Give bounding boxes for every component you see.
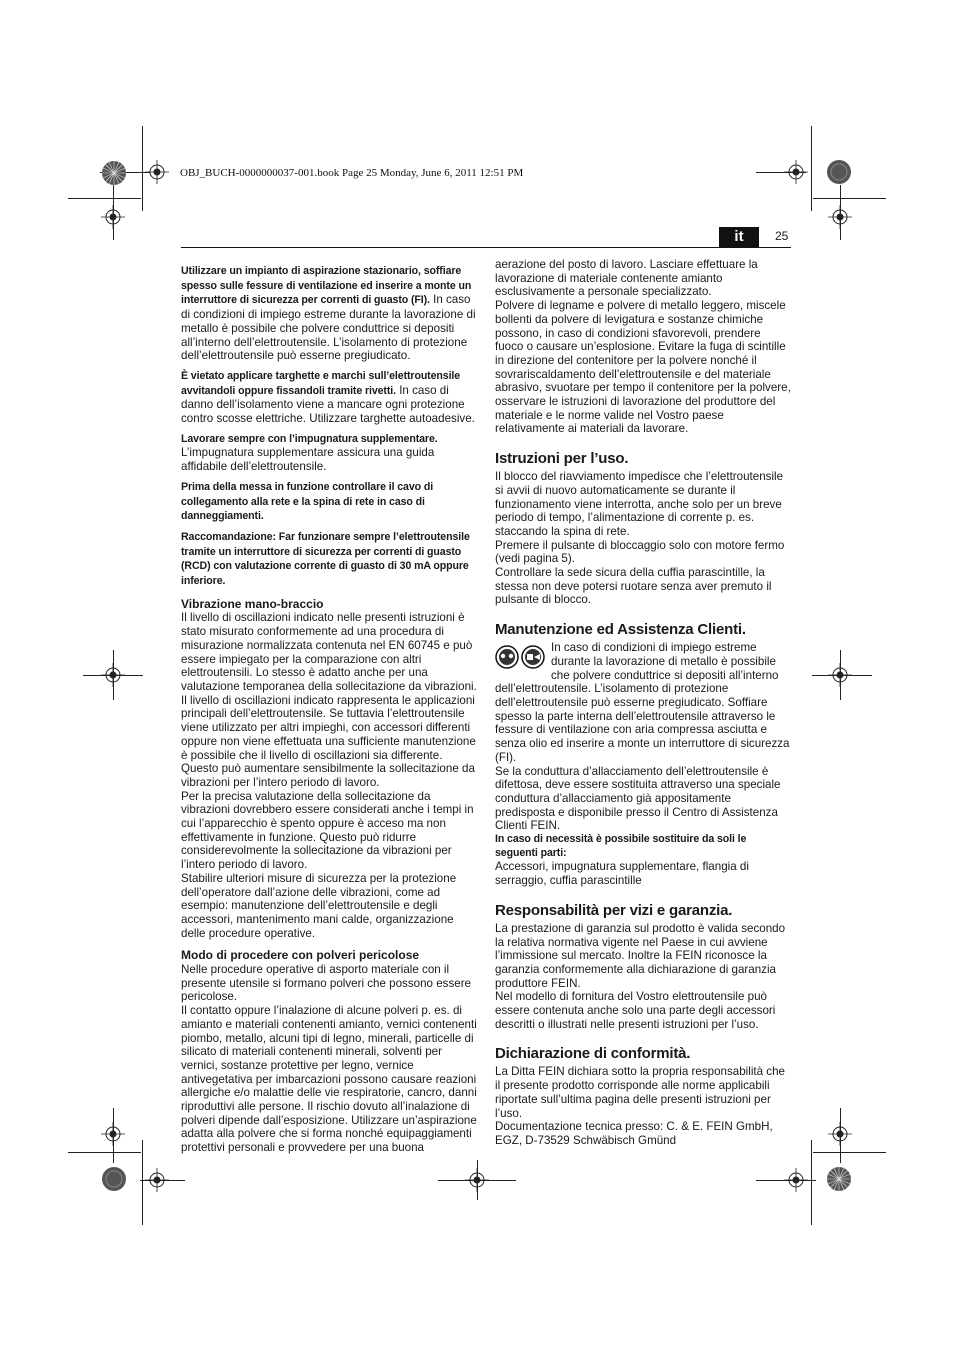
registration-target-icon: [101, 1166, 127, 1192]
crosshair-icon: [784, 1168, 808, 1192]
crosshair-icon: [101, 663, 125, 687]
paragraph: Il contatto oppure l’inalazione di alcune polveri p. es. di amianto e materiali contenenti amianto, vernici contenenti piombo, metallo, alcuni tipi di legno, minerali, particelle di silicato di materiali contenenti minerali, solventi per vernici, sostanze protettive per legno, vernice antivegetativa per imbarcazioni possono causare reazioni allergiche e/o malattie delle vie respiratorie, cancro, danni riproduttivi alle persone. Il rischio dovuto all’inalazione di polveri dipende dall’esposizione. Utilizzare un’aspirazione adatta alla polvere che si forma nonché equipaggiamenti protettivi personali e provvedere per una buona: [181, 1004, 477, 1155]
paragraph: La prestazione di garanzia sul prodotto è valida secondo la relativa normativa vigente nel Paese in cui avviene l’immissione sul mercato. Inoltre la FEIN riconosce la garanzia conformemente alla dichiarazione di garanzia produttore FEIN.: [495, 921, 786, 990]
crosshair-icon: [828, 1122, 852, 1146]
crosshair-icon: [828, 663, 852, 687]
registration-target-icon: [101, 160, 127, 186]
section-heading: Responsabilità per vizi e garanzia.: [495, 901, 733, 919]
left-column: [181, 258, 477, 1155]
crosshair-icon: [784, 160, 808, 184]
language-badge: it: [719, 227, 759, 247]
paragraph: Il livello di oscillazioni indicato nelle presenti istruzioni è stato misurato conformemente ad una procedura di misurazione normalizzata contenuta nel EN 60745 e può essere impiegato per la comparazione con altri elettroutensili. Lo stesso è adatto anche per una valutazione temporanea della sollecitazione da vibrazioni.: [181, 611, 477, 693]
section-title: Vibrazione mano-braccio: [181, 596, 324, 611]
section-title: Modo di procedere con polveri pericolose: [181, 948, 420, 963]
paragraph: Se la conduttura d’allacciamento dell’elettroutensile è difettosa, deve essere sostituita attraverso una speciale conduttura d’allacciamento già appositamente predisposta e disponibile presso il Centro di Assistenza Clienti FEIN.: [495, 764, 781, 833]
paragraph: Accessori, impugnatura supplementare, flangia di serraggio, cuffia parascintille: [495, 860, 749, 888]
paragraph: Documentazione tecnica presso: C. & E. FEIN GmbH, EGZ, D-73529 Schwäbisch Gmünd: [495, 1120, 773, 1147]
bold-note: In caso di necessità è possibile sostituire da soli le seguenti parti:: [495, 833, 747, 859]
section-heading: Dichiarazione di conformità.: [495, 1045, 691, 1063]
safety-note: Utilizzare un impianto di aspirazione stazionario, soffiare spesso sulle fessure di ventilazione ed inserire a monte un interruttore di sicurezza per correnti di guasto (FI). In caso di condizioni di impiego estreme durante la lavorazione di metallo è possibile che polvere conduttrice si depositi all’interno dell’elettroutensile. L’isolamento di protezione dell’elettroutensile può esserne pregiudicato.: [181, 265, 476, 363]
paragraph: Il livello di oscillazioni indicato rappresenta le applicazioni principali dell’elettroutensile. Se tuttavia l’elettroutensile viene utilizzato per altri impieghi, con accessori differenti oppure non viene effettuata una sufficiente manutenzione è possibile che il livello di oscillazioni sia differente. Questo può aumentare sensibilmente la sollecitazione da vibrazioni per l’intero periodo di lavoro.: [181, 693, 476, 789]
crosshair-icon: [101, 1122, 125, 1146]
safety-note: Raccomandazione: Far funzionare sempre l’elettroutensile tramite un interruttore di sicurezza per correnti di guasto (RCD) con valutazione corrente di guasto di 30 mA oppure inferiore.: [181, 530, 470, 588]
paragraph: In caso di condizioni di impiego estreme durante la lavorazione di metallo è possibile che polvere conduttrice si depositi all’interno dell’elettroutensile. L’isolamento di protezione dell’elettroutensile può esserne pregiudicato. Soffiare spesso la parte interna dell’elettroutensile attraverso le fessure di ventilazione con aria compressa asciutta e senza olio ed inserire a monte un interruttore di sicurezza (FI).: [495, 641, 790, 764]
section-heading: Manutenzione ed Assistenza Clienti.: [495, 621, 746, 639]
registration-target-icon: [826, 159, 852, 185]
right-column: [495, 258, 791, 1148]
safety-symbols-icon: [495, 643, 547, 673]
registration-target-icon: [826, 1166, 852, 1192]
safety-note: È vietato applicare targhette e marchi sull’elettroutensile avvitandoli oppure fissandoli tramite rivetti. In caso di danno dell’isolamento viene a mancare ogni protezione contro scosse elettriche. Utilizzare targhette autoadesive.: [181, 369, 475, 426]
safety-note: Lavorare sempre con l’impugnatura supplementare. L’impugnatura supplementare assicura una guida affidabile dell’elettroutensile.: [181, 432, 438, 474]
paragraph: Nel modello di fornitura del Vostro elettroutensile può essere contenuta anche solo una parte degli accessori descritti o illustrati nelle presenti istruzioni per l’uso.: [495, 990, 776, 1031]
paragraph: Il blocco del riavviamento impedisce che l’elettroutensile si avvii di nuovo automaticamente se durante il funzionamento viene interrotta, anche solo per un breve periodo di tempo, l’alimentazione di corrente p. es. staccando la spina di rete.: [495, 470, 784, 538]
safety-note: Prima della messa in funzione controllare il cavo di collegamento alla rete e la spina di rete in caso di danneggiamenti.: [181, 480, 434, 523]
crosshair-icon: [145, 1168, 169, 1192]
paragraph: Controllare la sede sicura della cuffia parascintille, la stessa non deve potersi ruotare senza aver premuto il pulsante di blocco.: [495, 566, 772, 607]
paragraph: Nelle procedure operative di asporto materiale con il presente utensile si formano polveri che possono essere pericolose.: [181, 963, 472, 1004]
paragraph: aerazione del posto di lavoro. Lasciare effettuare la lavorazione di materiale contenente amianto esclusivamente a personale specializzato.: [495, 258, 758, 299]
crosshair-icon: [101, 205, 125, 229]
section-heading: Istruzioni per l’uso.: [495, 450, 629, 468]
paragraph: Premere il pulsante di bloccaggio solo con motore fermo (vedi pagina 5).: [495, 538, 785, 566]
print-header: OBJ_BUCH-0000000037-001.book Page 25 Monday, June 6, 2011 12:51 PM: [180, 167, 524, 179]
paragraph: La Ditta FEIN dichiara sotto la propria responsabilità che il presente prodotto corrisponde alle norme applicabili riportate sull’ultima pagina delle presenti istruzioni per l’uso.: [495, 1065, 785, 1120]
paragraph: Polvere di legname e polvere di metallo leggero, miscele bollenti da polvere di levigatura e sostanze chimiche possono, in caso di condizioni sfavorevoli, prendere fuoco o causare un’esplosione. Evitare la fuga di scintille in direzione del contenitore per la polvere nonché il sovrariscaldamento dell’elettroutensile e del materiale abrasivo, svuotare per tempo il contenitore per la polvere, osservare le istruzioni di lavorazione del produttore del materiale e le norme valide nel Vostro paese relativamente ai materiali da lavorare.: [495, 299, 791, 436]
crosshair-icon: [465, 1168, 489, 1192]
paragraph: Stabilire ulteriori misure di sicurezza per la protezione dell’operatore dall’azione delle vibrazioni, come ad esempio: manutenzione dell’elettroutensile e degli accessori, mantenimento mani calde, organizzazione delle procedure operative.: [181, 871, 457, 940]
crosshair-icon: [145, 160, 169, 184]
header-rule: [181, 247, 791, 248]
page-number: 25: [775, 229, 789, 243]
paragraph: Per la precisa valutazione della sollecitazione da vibrazioni dovrebbero essere considerati anche i tempi in cui l’apparecchio è spento oppure è acceso ma non effettivamente in funzione. Questo può ridurre considerevolmente la sollecitazione da vibrazioni per l’intero periodo di lavoro.: [181, 789, 474, 872]
crosshair-icon: [828, 205, 852, 229]
